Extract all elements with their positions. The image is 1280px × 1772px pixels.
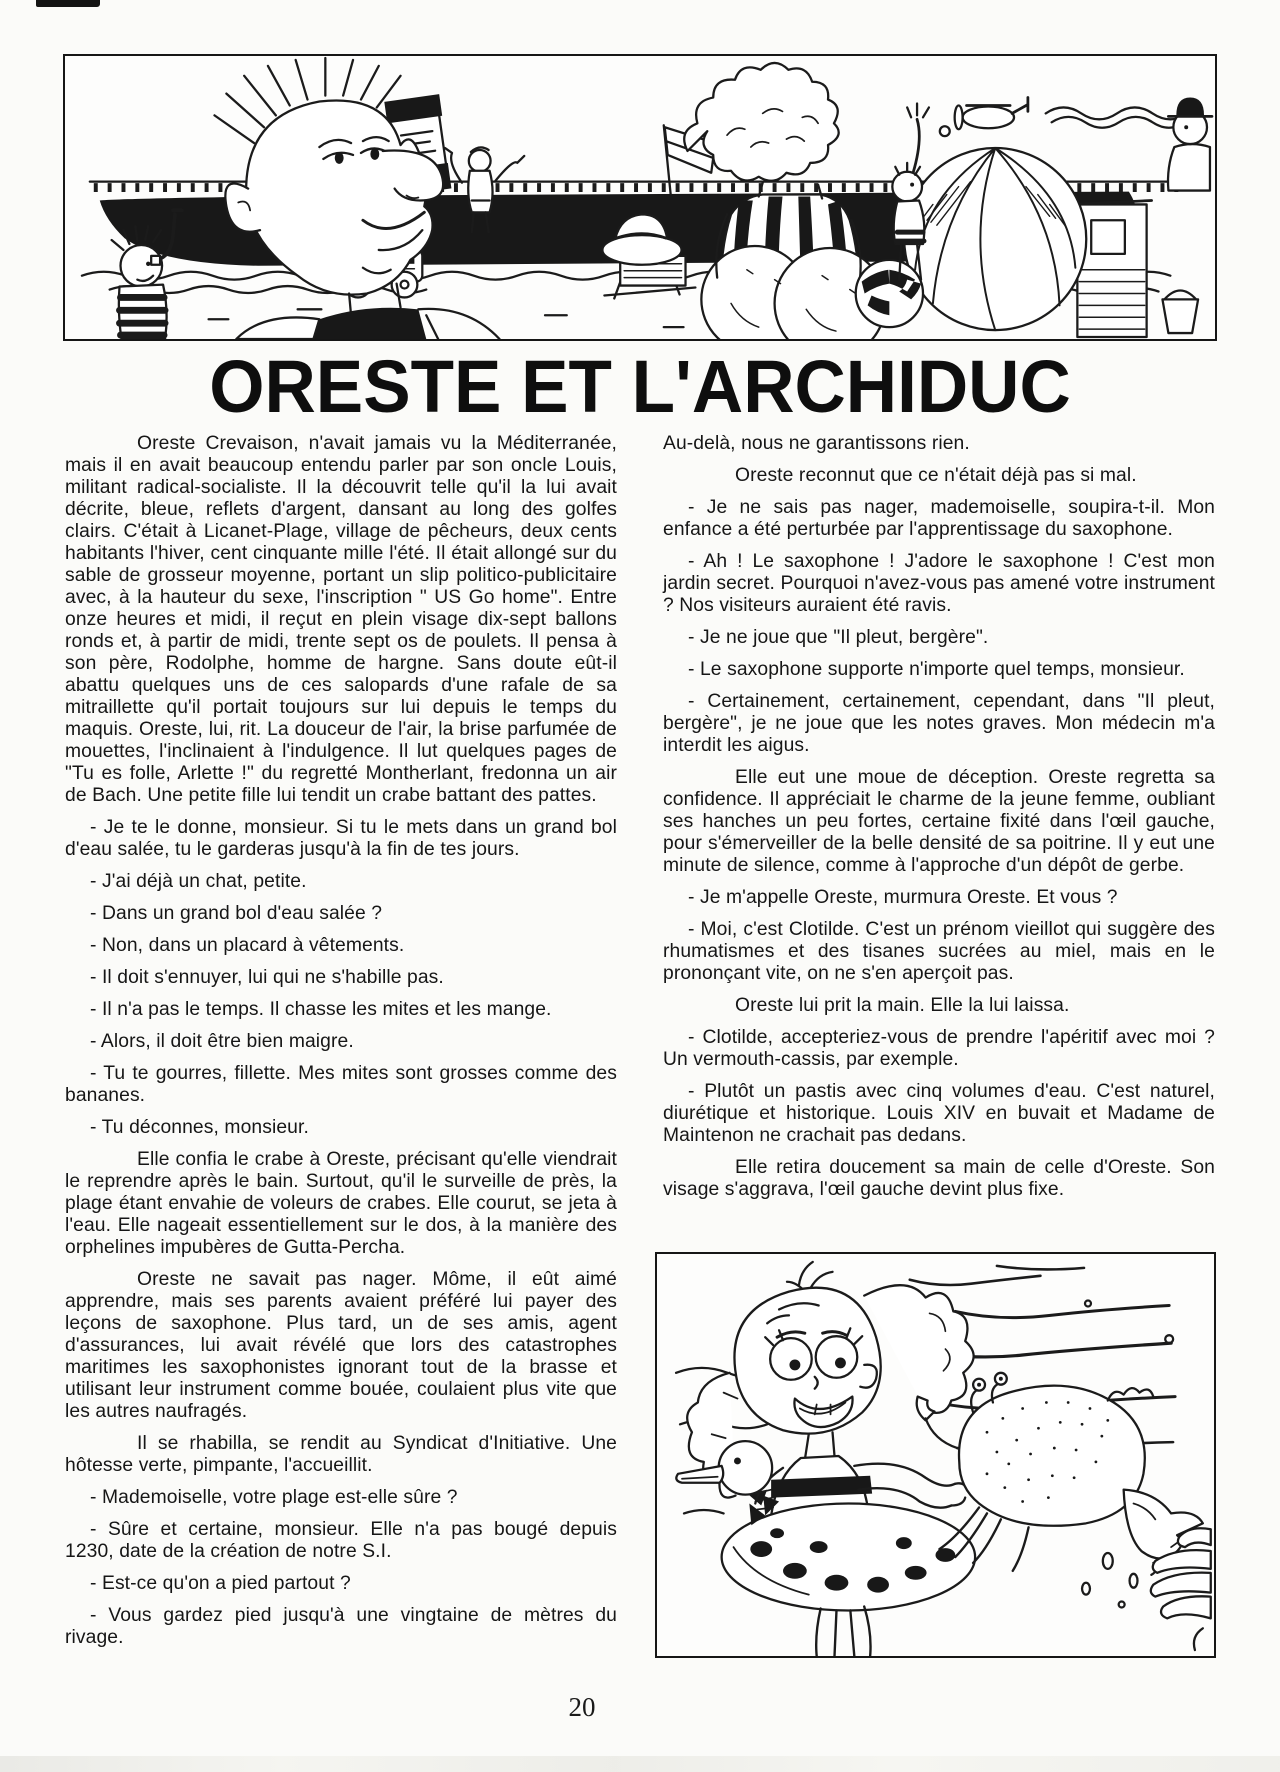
scan-artifact-band xyxy=(0,1756,1280,1772)
page-number: 20 xyxy=(568,1692,596,1722)
paragraph-dialogue: - Il n'a pas le temps. Il chasse les mites et les mange. xyxy=(90,999,552,1020)
paragraph-narrative: Oreste reconnut que ce n'était déjà pas si mal. xyxy=(735,465,1137,486)
paragraph-narrative: Oreste Crevaison, n'avait jamais vu la Méditerranée, mais il en avait beaucoup entendu parler par son oncle Louis, militant radical-socialiste. Il la découvrit telle qu'il la lui avait décrite, bleue, reflets d'argent, dansant au long des golfes clairs. C'était à Licanet-Plage, village de pêcheurs, deux cents habitants l'hiver, cent cinquante mille l'été. Il était allongé sur du sable de grosseur moyenne, portant un slip politico-publicitaire avec, à la hauteur du sexe, l'inscription " US Go home". Entre onze heures et midi, il reçut en plein visage dix-sept ballons ronds et, à partir de midi, trente sept os de poulets. Il pensa à son père, Rodolphe, homme de hargne. Sans doute eût-il abattu quelques uns de ces salopards d'une rafale de sa mitraillette qu'il portait toujours sur lui depuis le temps du maquis. Oreste, lui, rit. La douceur de l'air, la brise parfumée de mouettes, l'inclinaient à l'indulgence. Il lut quelques pages de "Tu es folle, Arlette !" du regretté Montherlant, fredonna un air de Bach. Une petite fille lui tendit un crabe battant des pattes. xyxy=(65,433,617,806)
paragraph-dialogue: - Vous gardez pied jusqu'à une vingtaine de mètres du rivage. xyxy=(65,1605,617,1648)
page-title: ORESTE ET L'ARCHIDUC xyxy=(209,345,1071,428)
girl-with-crab-drawing xyxy=(657,1254,1214,1656)
paragraph-narrative: Elle retira doucement sa main de celle d'Oreste. Son visage s'aggrava, l'œil gauche devint plus fixe. xyxy=(663,1157,1215,1200)
paragraph-dialogue: - Je ne joue que "Il pleut, bergère". xyxy=(688,627,989,648)
paragraph-dialogue: - Mademoiselle, votre plage est-elle sûre ? xyxy=(90,1487,458,1508)
bottom-illustration-girl-with-crab xyxy=(655,1252,1216,1658)
paragraph-narrative: Elle eut une moue de déception. Oreste regretta sa confidence. Il appréciait le charme de la jeune femme, oubliant ses hanches un peu fortes, certaine fixité dans l'œil gauche, pour s'émerveiller de la belle densité de sa poitrine. Il y eut une minute de silence, comme à l'approche d'un dépôt de gerbe. xyxy=(663,767,1215,876)
scan-artifact-mark xyxy=(36,0,100,7)
small-airplane xyxy=(940,98,1028,137)
paragraph-dialogue: - Dans un grand bol d'eau salée ? xyxy=(90,903,383,924)
paragraph-dialogue: - Alors, il doit être bien maigre. xyxy=(90,1031,354,1052)
paragraph-dialogue: - Certainement, certainement, cependant, dans "Il pleut, bergère", je ne joue que les notes graves. Mon médecin m'a interdit les aigus. xyxy=(663,691,1215,756)
paragraph-dialogue: - Je te le donne, monsieur. Si tu le mets dans un grand bol d'eau salée, tu le garderas jusqu'à la fin de tes jours. xyxy=(65,817,617,860)
paragraph-dialogue: - Sûre et certaine, monsieur. Elle n'a pas bougé depuis 1230, date de la création de notre S.I. xyxy=(65,1519,617,1562)
paragraph-continuation: Au-delà, nous ne garantissons rien. xyxy=(663,433,970,454)
paragraph-narrative: Oreste ne savait pas nager. Môme, il eût aimé apprendre, mais ses parents avaient préféré lui payer des leçons de saxophone. Plus tard, un de ses amis, agent d'assurances, lui avait révélé que lors des catastrophes maritimes les saxophonistes ignorant tout de la brasse et utilisant leur instrument comme bouée, coulaient plus vite que les autres naufragés. xyxy=(65,1269,617,1422)
left-column xyxy=(65,433,617,1659)
paragraph-narrative: Oreste lui prit la main. Elle la lui laissa. xyxy=(735,995,1070,1016)
top-illustration-beach-scene xyxy=(63,54,1217,341)
paragraph-dialogue: - Tu te gourres, fillette. Mes mites sont grosses comme des bananes. xyxy=(65,1063,617,1106)
paragraph-dialogue: - Clotilde, accepteriez-vous de prendre l'apéritif avec moi ? Un vermouth-cassis, par exemple. xyxy=(663,1027,1215,1070)
man-with-hat xyxy=(1168,98,1212,191)
paragraph-dialogue: - Moi, c'est Clotilde. C'est un prénom vieillot qui suggère des rhumatismes et des tisanes sucrées au miel, mais en le prononçant vite, on ne s'en aperçoit pas. xyxy=(663,919,1215,984)
paragraph-narrative: Il se rhabilla, se rendit au Syndicat d'Initiative. Une hôtesse verte, pimpante, l'accueillit. xyxy=(65,1433,617,1476)
checkered-ball xyxy=(856,260,923,327)
paragraph-dialogue: - Le saxophone supporte n'importe quel temps, monsieur. xyxy=(688,659,1185,680)
paragraph-dialogue: - Ah ! Le saxophone ! J'adore le saxophone ! C'est mon jardin secret. Pourquoi n'avez-vous pas amené votre instrument ? Nos visiteurs auraient été ravis. xyxy=(663,551,1215,616)
paragraph-narrative: Elle confia le crabe à Oreste, précisant qu'elle viendrait le reprendre après le bain. Surtout, qu'il le surveille de près, la plage étant envahie de voleurs de crabes. Elle courut, se jeta à l'eau. Elle nageait essentiellement sur le dos, à la manière des orphelines impubères de Gutta-Percha. xyxy=(65,1149,617,1258)
sand-bucket xyxy=(1162,291,1198,334)
paragraph-dialogue: - Je ne sais pas nager, mademoiselle, soupira-t-il. Mon enfance a été perturbée par l'apprentissage du saxophone. xyxy=(663,497,1215,540)
paragraph-dialogue: - Non, dans un placard à vêtements. xyxy=(90,935,405,956)
paragraph-dialogue: - Est-ce qu'on a pied partout ? xyxy=(90,1573,351,1594)
beach-ball xyxy=(904,148,1086,330)
paragraph-dialogue: - Tu déconnes, monsieur. xyxy=(90,1117,309,1138)
banner-streamer xyxy=(1046,107,1188,127)
paragraph-dialogue: - Je m'appelle Oreste, murmura Oreste. Et vous ? xyxy=(688,887,1118,908)
paragraph-dialogue: - Il doit s'ennuyer, lui qui ne s'habille pas. xyxy=(90,967,444,988)
paragraph-dialogue: - Plutôt un pastis avec cinq volumes d'eau. C'est naturel, diurétique et historique. Louis XIV en buvait et Madame de Maintenon ne crachait pas dedans. xyxy=(663,1081,1215,1146)
beach-scene-drawing xyxy=(65,56,1215,339)
paragraph-dialogue: - J'ai déjà un chat, petite. xyxy=(90,871,307,892)
